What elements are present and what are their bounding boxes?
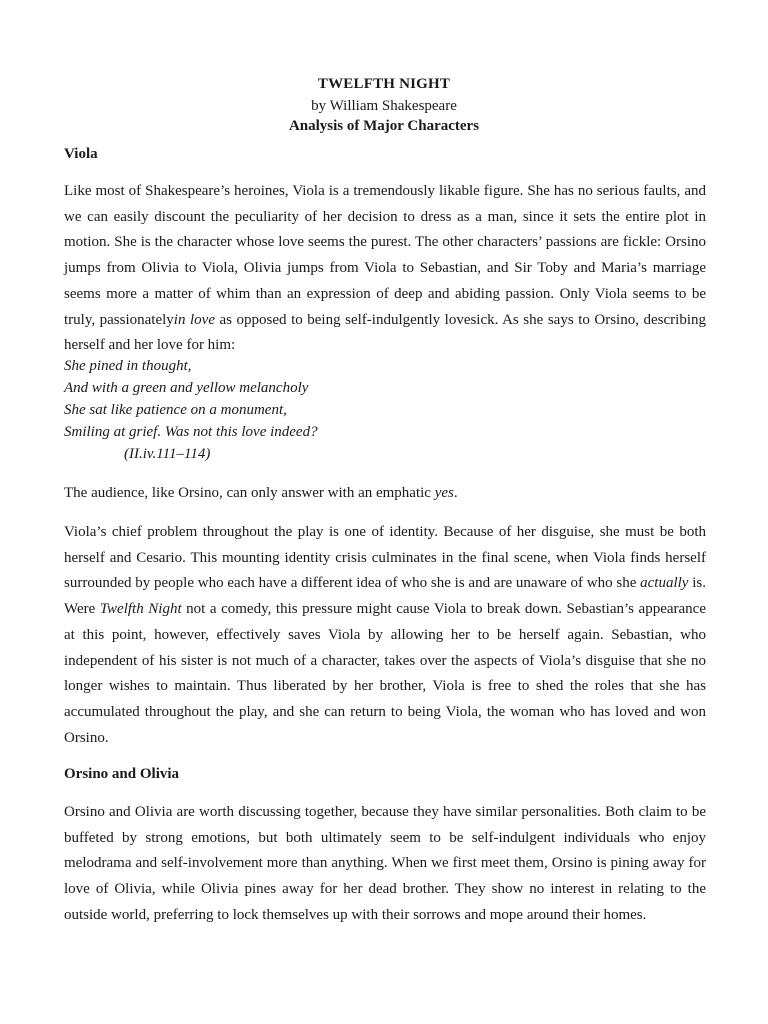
section-heading-viola: Viola	[64, 146, 98, 162]
verse-line: Smiling at grief. Was not this love indeed?	[64, 424, 318, 440]
viola-paragraph-3	[64, 520, 706, 751]
document-title: TWELFTH NIGHT	[317, 76, 451, 92]
text-span: .	[453, 485, 458, 501]
orsino-olivia-paragraph-1: Orsino and Olivia are worth discussing together, because they have similar personalities. Both claim to be buffeted by strong emotions, but both ultimately seem to be self-indulgent individuals who enjoy melodrama and self-involvement more than anything. When we first meet them, Orsino is pining away for love of Olivia, while Olivia pines away for her dead brother. They show no interest in relating to the outside world, preferring to lock themselves up with their sorrows and mope around their homes.	[64, 804, 706, 923]
viola-paragraph-2	[64, 481, 706, 507]
verse-quote	[64, 355, 706, 465]
verse-line: And with a green and yellow melancholy	[64, 380, 309, 396]
text-span: is. Were	[64, 575, 706, 618]
verse-line: She pined in thought,	[64, 358, 192, 374]
text-span: Like most of Shakespeare’s heroines, Viola is a tremendously likable figure. She has no serious faults, and we can easily discount the peculiarity of her decision to dress as a man, since it sets the entire plot in motion. She is the character whose love seems the purest. The other characters’ passions are fickle: Orsino jumps from Olivia to Viola, Olivia jumps from Viola to Sebastian, and Sir Toby and Maria’s marriage seems more a matter of whim than an expression of deep and abiding passion. Only Viola seems to be truly, passionately	[64, 183, 706, 328]
emphasis-text: actually	[640, 575, 689, 592]
text-span: The audience, like Orsino, can only answer with an emphatic	[64, 485, 435, 501]
emphasis-text: yes	[434, 485, 454, 501]
section-heading-orsino-olivia: Orsino and Olivia	[64, 766, 180, 782]
text-span: as opposed to being self-indulgently lovesick. As she says to Orsino, describing herself and her love for him:	[64, 311, 706, 354]
verse-reference: (II.iv.111–114)	[124, 446, 211, 462]
text-span: Viola’s chief problem throughout the play is one of identity. Because of her disguise, she must be both herself and Cesario. This mounting identity crisis culminates in the final scene, when Viola finds herself surrounded by people who each have a different idea of who she is and are unaware of who she	[64, 524, 706, 592]
emphasis-text: in love	[173, 311, 215, 328]
document-subtitle: Analysis of Major Characters	[288, 118, 480, 134]
emphasis-text: Twelfth Night	[99, 601, 182, 618]
document-byline: by William Shakespeare	[311, 98, 457, 114]
text-span: not a comedy, this pressure might cause Viola to break down. Sebastian’s appearance at this point, however, effectively saves Viola by allowing her to be herself again. Sebastian, who independent of his sister is not much of a character, takes over the aspects of Viola’s disguise that she no longer wishes to maintain. Thus liberated by her brother, Viola is free to shed the roles that she has accumulated throughout the play, and she can return to being Viola, the woman who has loved and won Orsino.	[64, 601, 706, 746]
viola-paragraph-1	[64, 179, 706, 359]
verse-line: She sat like patience on a monument,	[64, 402, 287, 418]
